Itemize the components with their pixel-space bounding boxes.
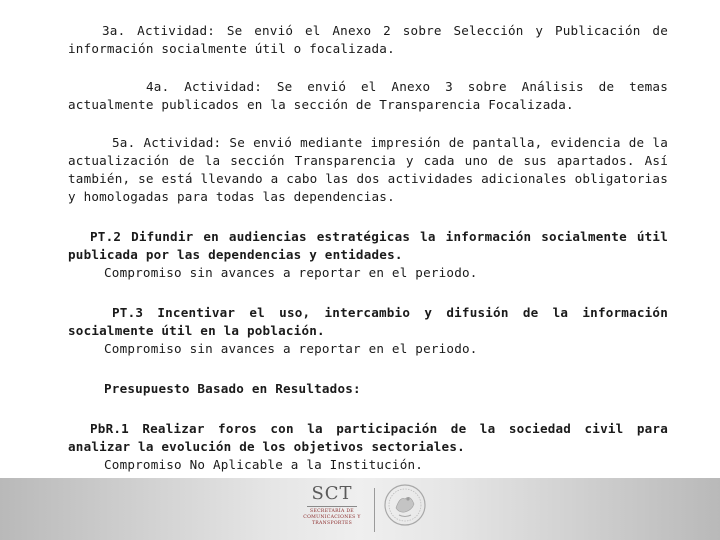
pt2-status: Compromiso sin avances a reportar en el periodo. <box>104 265 478 280</box>
pt2-heading: PT.2 Difundir en audiencias estratégicas la información socialmente útil publicada por las dependencias y entidades. <box>68 229 668 262</box>
sct-logo <box>300 484 364 536</box>
activity-5-paragraph: 5a. Actividad: Se envió mediante impresión de pantalla, evidencia de la actualización de la sección Transparencia y cada uno de sus apartados. Así también, se está llevando a cabo las dos actividades adicionales obligatorias y homologadas para todas las dependencias. <box>68 135 668 204</box>
pt3-heading: PT.3 Incentivar el uso, intercambio y difusión de la información socialmente útil en la población. <box>68 305 668 338</box>
pbr1-status: Compromiso No Aplicable a la Institución. <box>104 457 424 472</box>
activity-4-paragraph: 4a. Actividad: Se envió el Anexo 3 sobre Análisis de temas actualmente publicados en la sección de Transparencia Focalizada. <box>68 79 668 112</box>
pbr-heading: Presupuesto Basado en Resultados: <box>104 381 361 396</box>
document-body <box>68 22 668 474</box>
sct-logo-subtitle: SECRETARÍA DE COMUNICACIONES Y TRANSPORTES <box>303 509 361 526</box>
footer-divider <box>374 488 375 532</box>
activity-3-paragraph: 3a. Actividad: Se envió el Anexo 2 sobre Selección y Publicación de información socialmente útil o focalizada. <box>68 23 668 56</box>
footer-bar <box>0 478 720 540</box>
pt3-status: Compromiso sin avances a reportar en el periodo. <box>104 341 478 356</box>
logo-rule <box>307 506 357 507</box>
coat-of-arms-seal-icon <box>382 482 428 528</box>
sct-logo-text: SCT <box>311 483 353 504</box>
pbr1-heading: PbR.1 Realizar foros con la participación de la sociedad civil para analizar la evolución de los objetivos sectoriales. <box>68 421 668 454</box>
